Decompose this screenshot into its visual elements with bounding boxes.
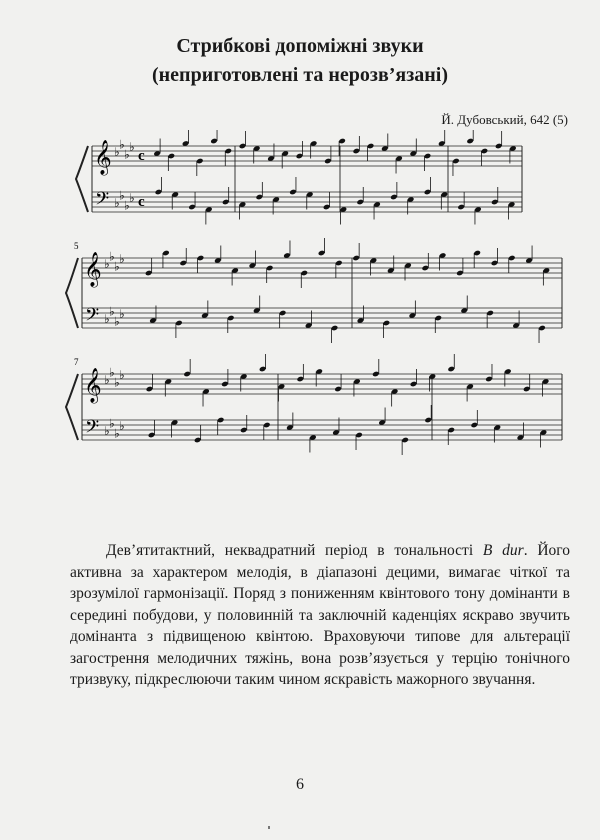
key-flat: ♭ (119, 252, 125, 266)
key-flat: ♭ (119, 137, 125, 152)
bass-clef: 𝄢 (85, 417, 100, 442)
key-flat: ♭ (104, 373, 110, 387)
key-flat: ♭ (119, 307, 125, 321)
time-signature: c (138, 194, 145, 210)
bass-clef: 𝄢 (85, 305, 100, 330)
key-flat: ♭ (104, 257, 110, 271)
key-flat: ♭ (109, 365, 115, 380)
measure-number: 5 (74, 241, 79, 251)
key-flat: ♭ (124, 147, 130, 162)
key-flat: ♭ (119, 419, 125, 433)
page-title-line-2: (неприготовлені та нерозв’язані) (151, 64, 448, 86)
attribution: Й. Дубовський, 642 (5) (441, 112, 568, 127)
brace (66, 258, 78, 328)
key-flat: ♭ (119, 368, 125, 382)
key-flat: ♭ (129, 140, 135, 154)
treble-clef: 𝄞 (84, 368, 102, 403)
key-flat: ♭ (119, 188, 125, 203)
key-flat: ♭ (114, 314, 120, 329)
key-flat: ♭ (114, 259, 120, 274)
page-number: 6 (296, 776, 304, 793)
page-title-line-1: Стрибкові допоміжні звуки (176, 35, 424, 57)
key-flat: ♭ (109, 249, 115, 264)
key-flat: ♭ (129, 191, 135, 205)
key-flat: ♭ (124, 198, 130, 213)
key-flat: ♭ (109, 304, 115, 319)
print-mark (268, 826, 270, 829)
key-name: B dur (482, 542, 524, 559)
paragraph-text-start: Дев’ятитактний, неквадратний період в тональності (106, 542, 474, 559)
brace (66, 374, 78, 440)
music-system-3 (0, 346, 600, 461)
treble-clef: 𝄞 (94, 140, 112, 175)
key-flat: ♭ (114, 196, 120, 210)
measure-number: 7 (74, 357, 79, 367)
bass-clef: 𝄢 (95, 189, 110, 214)
time-signature: c (138, 148, 145, 164)
brace (76, 146, 88, 212)
key-flat: ♭ (109, 416, 115, 431)
key-flat: ♭ (104, 424, 110, 438)
paragraph-text-rest: . Його активна за характером мелодія, в діапазоні децими, вимагає чіткої та зрозумілої гармонізації. Поряд з пониженням квінтового тону домінанти в середині побудови, у половинній та заключній каденціях яскраво звучить домінанта з підвищеною квінтою. Враховуючи типове для альтерації загострення мелодичних тяжінь, вона розв’язується у терцію тонічного тризвуку, підкреслюючи таким чином яскравість мажорного звучання. (70, 542, 571, 688)
music-system-2 (0, 236, 600, 346)
treble-clef: 𝄞 (84, 252, 102, 287)
key-flat: ♭ (114, 426, 120, 441)
music-system-1 (0, 130, 600, 230)
key-flat: ♭ (114, 375, 120, 390)
body-paragraph (70, 540, 570, 691)
key-flat: ♭ (114, 145, 120, 159)
key-flat: ♭ (104, 312, 110, 326)
